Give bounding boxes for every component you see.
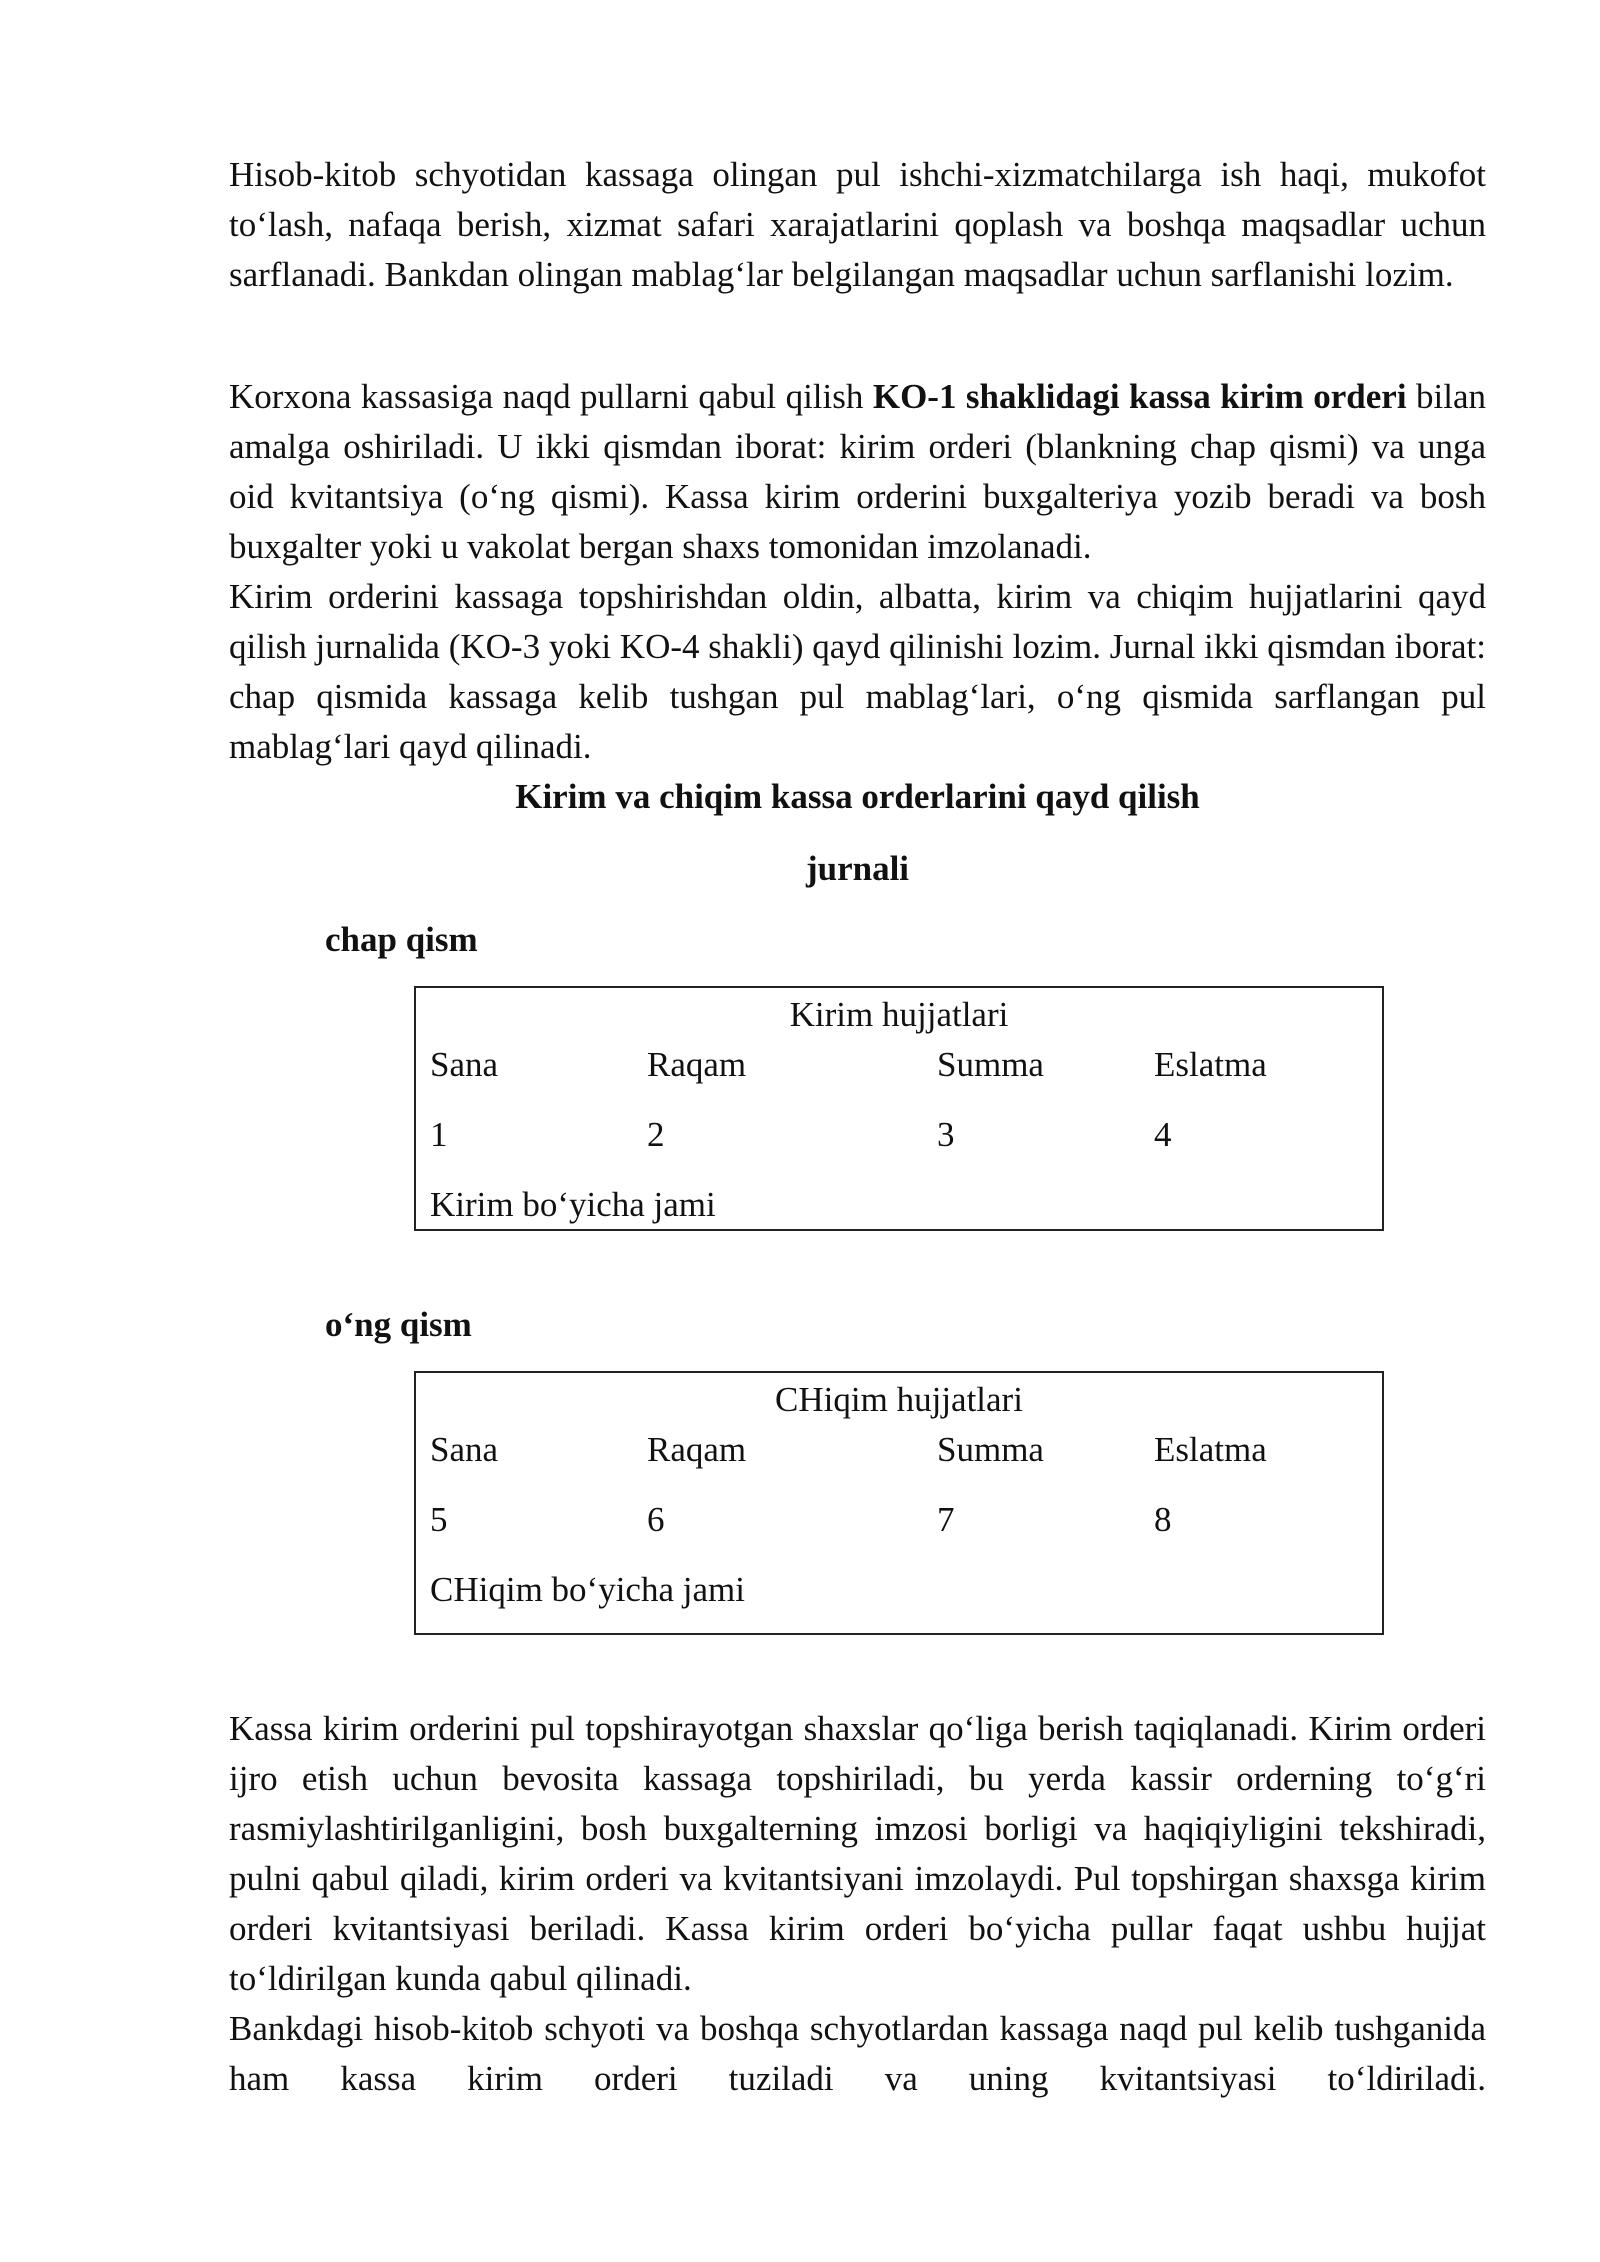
income-col-date: Sana	[430, 1045, 499, 1084]
income-col-number: Raqam	[647, 1045, 747, 1084]
paragraph-receipt-order-end: bilan amalga oshiriladi. U ikki qismdan iborat: kirim orderi (blankning chap qismi) va unga oid kvitantsiya (o‘ng qismi). Kassa kirim orderini buxgalteriya yozib beradi va bosh buxgalter yoki u vakolat bergan shaxs tomonidan imzolanadi.	[229, 377, 1486, 566]
income-num-1: 1	[430, 1115, 448, 1154]
income-col-note: Eslatma	[1154, 1045, 1267, 1084]
expense-num-5: 5	[430, 1500, 448, 1539]
paragraph-journal-registration: Kirim orderini kassaga topshirishdan oldin, albatta, kirim va chiqim hujjatlarini qayd qilish jurnalida (KO-3 yoki KO-4 shakli) qayd qilinishi lozim. Jurnal ikki qismdan iborat: chap qismida kassaga kelib tushgan pul mablag‘lari, o‘ng qismida sarflangan pul mablag‘lari qayd qilinadi.	[229, 577, 1486, 766]
income-num-4: 4	[1154, 1115, 1172, 1154]
income-documents-table	[414, 986, 1384, 1231]
expense-documents-table	[414, 1371, 1384, 1635]
income-num-2: 2	[647, 1115, 665, 1154]
expense-num-8: 8	[1154, 1500, 1172, 1539]
expense-num-7: 7	[937, 1500, 955, 1539]
income-table-title: Kirim hujjatlari	[789, 995, 1009, 1034]
paragraph-receipt-order	[229, 372, 1486, 572]
paragraph-receipt-order-start: Korxona kassasiga naqd pullarni qabul qilish	[229, 377, 873, 416]
paragraph-bank-transfer: Bankdagi hisob-kitob schyoti va boshqa schyotlardan kassaga naqd pul kelib tushganida ham kassa kirim orderi tuziladi va uning kvitantsiyasi to‘ldiriladi.	[229, 2009, 1486, 2098]
paragraph-cash-usage: Hisob-kitob schyotidan kassaga olingan pul ishchi-xizmatchilarga ish haqi, mukofot to‘lash, nafaqa berish, xizmat safari xarajatlarini qoplash va boshqa maqsadlar uchun sarflanadi. Bankdan olingan mablag‘lar belgilangan maqsadlar uchun sarflanishi lozim.	[229, 155, 1486, 294]
right-part-label: o‘ng qism	[325, 1305, 472, 1344]
expense-col-sum: Summa	[937, 1430, 1044, 1469]
journal-heading-line2: jurnali	[805, 849, 910, 888]
income-col-sum: Summa	[937, 1045, 1044, 1084]
income-num-3: 3	[937, 1115, 955, 1154]
expense-total-label: CHiqim bo‘yicha jami	[430, 1570, 745, 1609]
expense-num-6: 6	[647, 1500, 665, 1539]
income-total-label: Kirim bo‘yicha jami	[430, 1185, 716, 1224]
journal-heading-line1: Kirim va chiqim kassa orderlarini qayd qilish	[515, 777, 1200, 816]
expense-col-note: Eslatma	[1154, 1430, 1267, 1469]
paragraph-cashier-procedure: Kassa kirim orderini pul topshirayotgan shaxslar qo‘liga berish taqiqlanadi. Kirim orderi ijro etish uchun bevosita kassaga topshiriladi, bu yerda kassir orderning to‘g‘ri rasmiylashtirilganligini, bosh buxgalterning imzosi borligi va haqiqiyligini tekshiradi, pulni qabul qiladi, kirim orderi va kvitantsiyani imzolaydi. Pul topshirgan shaxsga kirim orderi kvitantsiyasi beriladi. Kassa kirim orderi bo‘yicha pullar faqat ushbu hujjat to‘ldirilgan kunda qabul qilinadi.	[229, 1709, 1486, 1998]
expense-col-number: Raqam	[647, 1430, 747, 1469]
expense-table-title: CHiqim hujjatlari	[775, 1380, 1023, 1419]
expense-col-date: Sana	[430, 1430, 499, 1469]
paragraph-receipt-order-bold: KO-1 shaklidagi kassa kirim orderi	[872, 377, 1407, 416]
left-part-label: chap qism	[325, 920, 478, 959]
